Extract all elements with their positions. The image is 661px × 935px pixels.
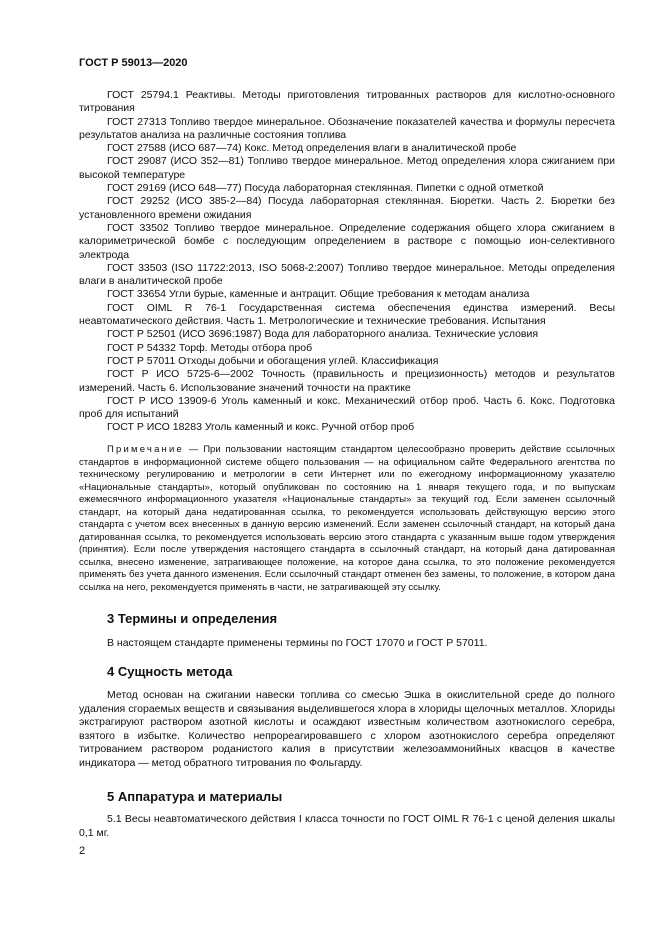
reference-item: ГОСТ 33654 Угли бурые, каменные и антрацит. Общие требования к методам анализа [107,288,530,301]
reference-item: ГОСТ Р ИСО 13909-6 Уголь каменный и кокс. Механический отбор проб. Часть 6. Кокс. Подготовка проб для испытаний [79,394,615,421]
reference-item: ГОСТ 25794.1 Реактивы. Методы приготовления титрованных растворов для кислотно-основного титрования [79,89,615,115]
reference-item: ГОСТ 29252 (ИСО 385-2—84) Посуда лабораторная стеклянная. Бюретки. Часть 2. Бюретки без установленного времени ожидания [79,195,615,221]
page-header-standard: ГОСТ Р 59013—2020 [79,57,188,69]
section-4-heading: 4 Сущность метода [107,664,233,679]
reference-item: ГОСТ OIML R 76-1 Государственная система обеспечения единства измерений. Весы неавтоматического действия. Часть 1. Метрологические и технические требования. Испытания [79,301,615,328]
section-5-text: 5.1 Весы неавтоматического действия I класса точности по ГОСТ OIML R 76-1 с ценой деления шкалы 0,1 мг. [79,813,615,839]
reference-item: ГОСТ 33503 (ISO 11722:2013, ISO 5068-2:2007) Топливо твердое минеральное. Методы определения влаги в аналитической пробе [79,261,615,288]
normative-references-list [79,89,615,435]
reference-item: ГОСТ 33502 Топливо твердое минеральное. Определение содержания общего хлора сжиганием в калориметрической бомбе с последующим определением в растворе с помощью ион-селективного электрода [79,221,615,261]
reference-item: ГОСТ 29169 (ИСО 648—77) Посуда лабораторная стеклянная. Пипетки с одной отметкой [107,182,544,195]
section-3-heading: 3 Термины и определения [107,611,278,626]
note-text: — При пользовании настоящим стандартом целесообразно проверить действие ссылочных стандартов в информационной системе общего пользования — на официальном сайте Федерального агентства по техническому регулированию и метрологии в сети Интернет или по ежегодному информационному указателю «Национальные стандарты», который опубликован по состоянию на 1 января текущего года, и по выпускам ежемесячного информационного указателя «Национальные стандарты» за текущий год. Если заменен ссылочный стандарт, на который дана недатированная ссылка, то рекомендуется использовать действующую версию этого стандарта с учетом всех внесенных в данную версию изменений. Если заменен ссылочный стандарт, на который дана датированная ссылка, то рекомендуется использовать версию этого стандарта с указанным выше годом утверждения (принятия). Если после утверждения настоящего стандарта в ссылочный стандарт, на который дана датированная ссылка, внесено изменение, затрагивающее положение, на которое дана ссылка, то это положение рекомендуется применять без учета данного изменения. Если ссылочный стандарт отменен без замены, то положение, в котором дана ссылка на него, рекомендуется применять в части, не затрагивающей эту ссылку. [79,444,615,593]
page-number: 2 [79,845,86,857]
reference-item: ГОСТ Р 52501 (ИСО 3696:1987) Вода для лабораторного анализа. Технические условия [107,328,539,341]
note-label: Примечание [107,444,184,455]
reference-item: ГОСТ Р ИСО 5725-6—2002 Точность (правильность и прецизионность) методов и результатов измерений. Часть 6. Использование значений точности на практике [79,368,615,394]
reference-item: ГОСТ Р 57011 Отходы добычи и обогащения углей. Классификация [107,354,439,367]
note-paragraph [79,444,615,594]
reference-item: ГОСТ 29087 (ИСО 352—81) Топливо твердое минеральное. Метод определения хлора сжиганием при высокой температуре [79,155,615,181]
reference-item: ГОСТ Р ИСО 18283 Уголь каменный и кокс. Ручной отбор проб [107,421,415,434]
section-5-heading: 5 Аппаратура и материалы [107,789,283,804]
reference-item: ГОСТ 27313 Топливо твердое минеральное. Обозначение показателей качества и формулы пересчета результатов анализа на различные состояния топлива [79,115,615,141]
reference-item: ГОСТ Р 54332 Торф. Методы отбора проб [107,341,313,354]
reference-item: ГОСТ 27588 (ИСО 687—74) Кокс. Метод определения влаги в аналитической пробе [107,142,517,155]
section-4-text: Метод основан на сжигании навески топлива со смесью Эшка в окислительной среде до полного удаления сгораемых веществ и связывания выделившегося хлора в хлориды щелочных металлов. Хлориды экстрагируют раствором азотной кислоты и осаждают известным количеством азотнокислого серебра, взятого в избытке. Количество непрореагировавшего с хлором азотнокислого серебра определяют титрованием раствором роданистого калия в присутствии железоаммонийных квасцов в качестве индикатора — метод обратного титрования по Фольгарду. [79,689,615,769]
section-3-text: В настоящем стандарте применены термины по ГОСТ 17070 и ГОСТ Р 57011. [107,637,488,649]
